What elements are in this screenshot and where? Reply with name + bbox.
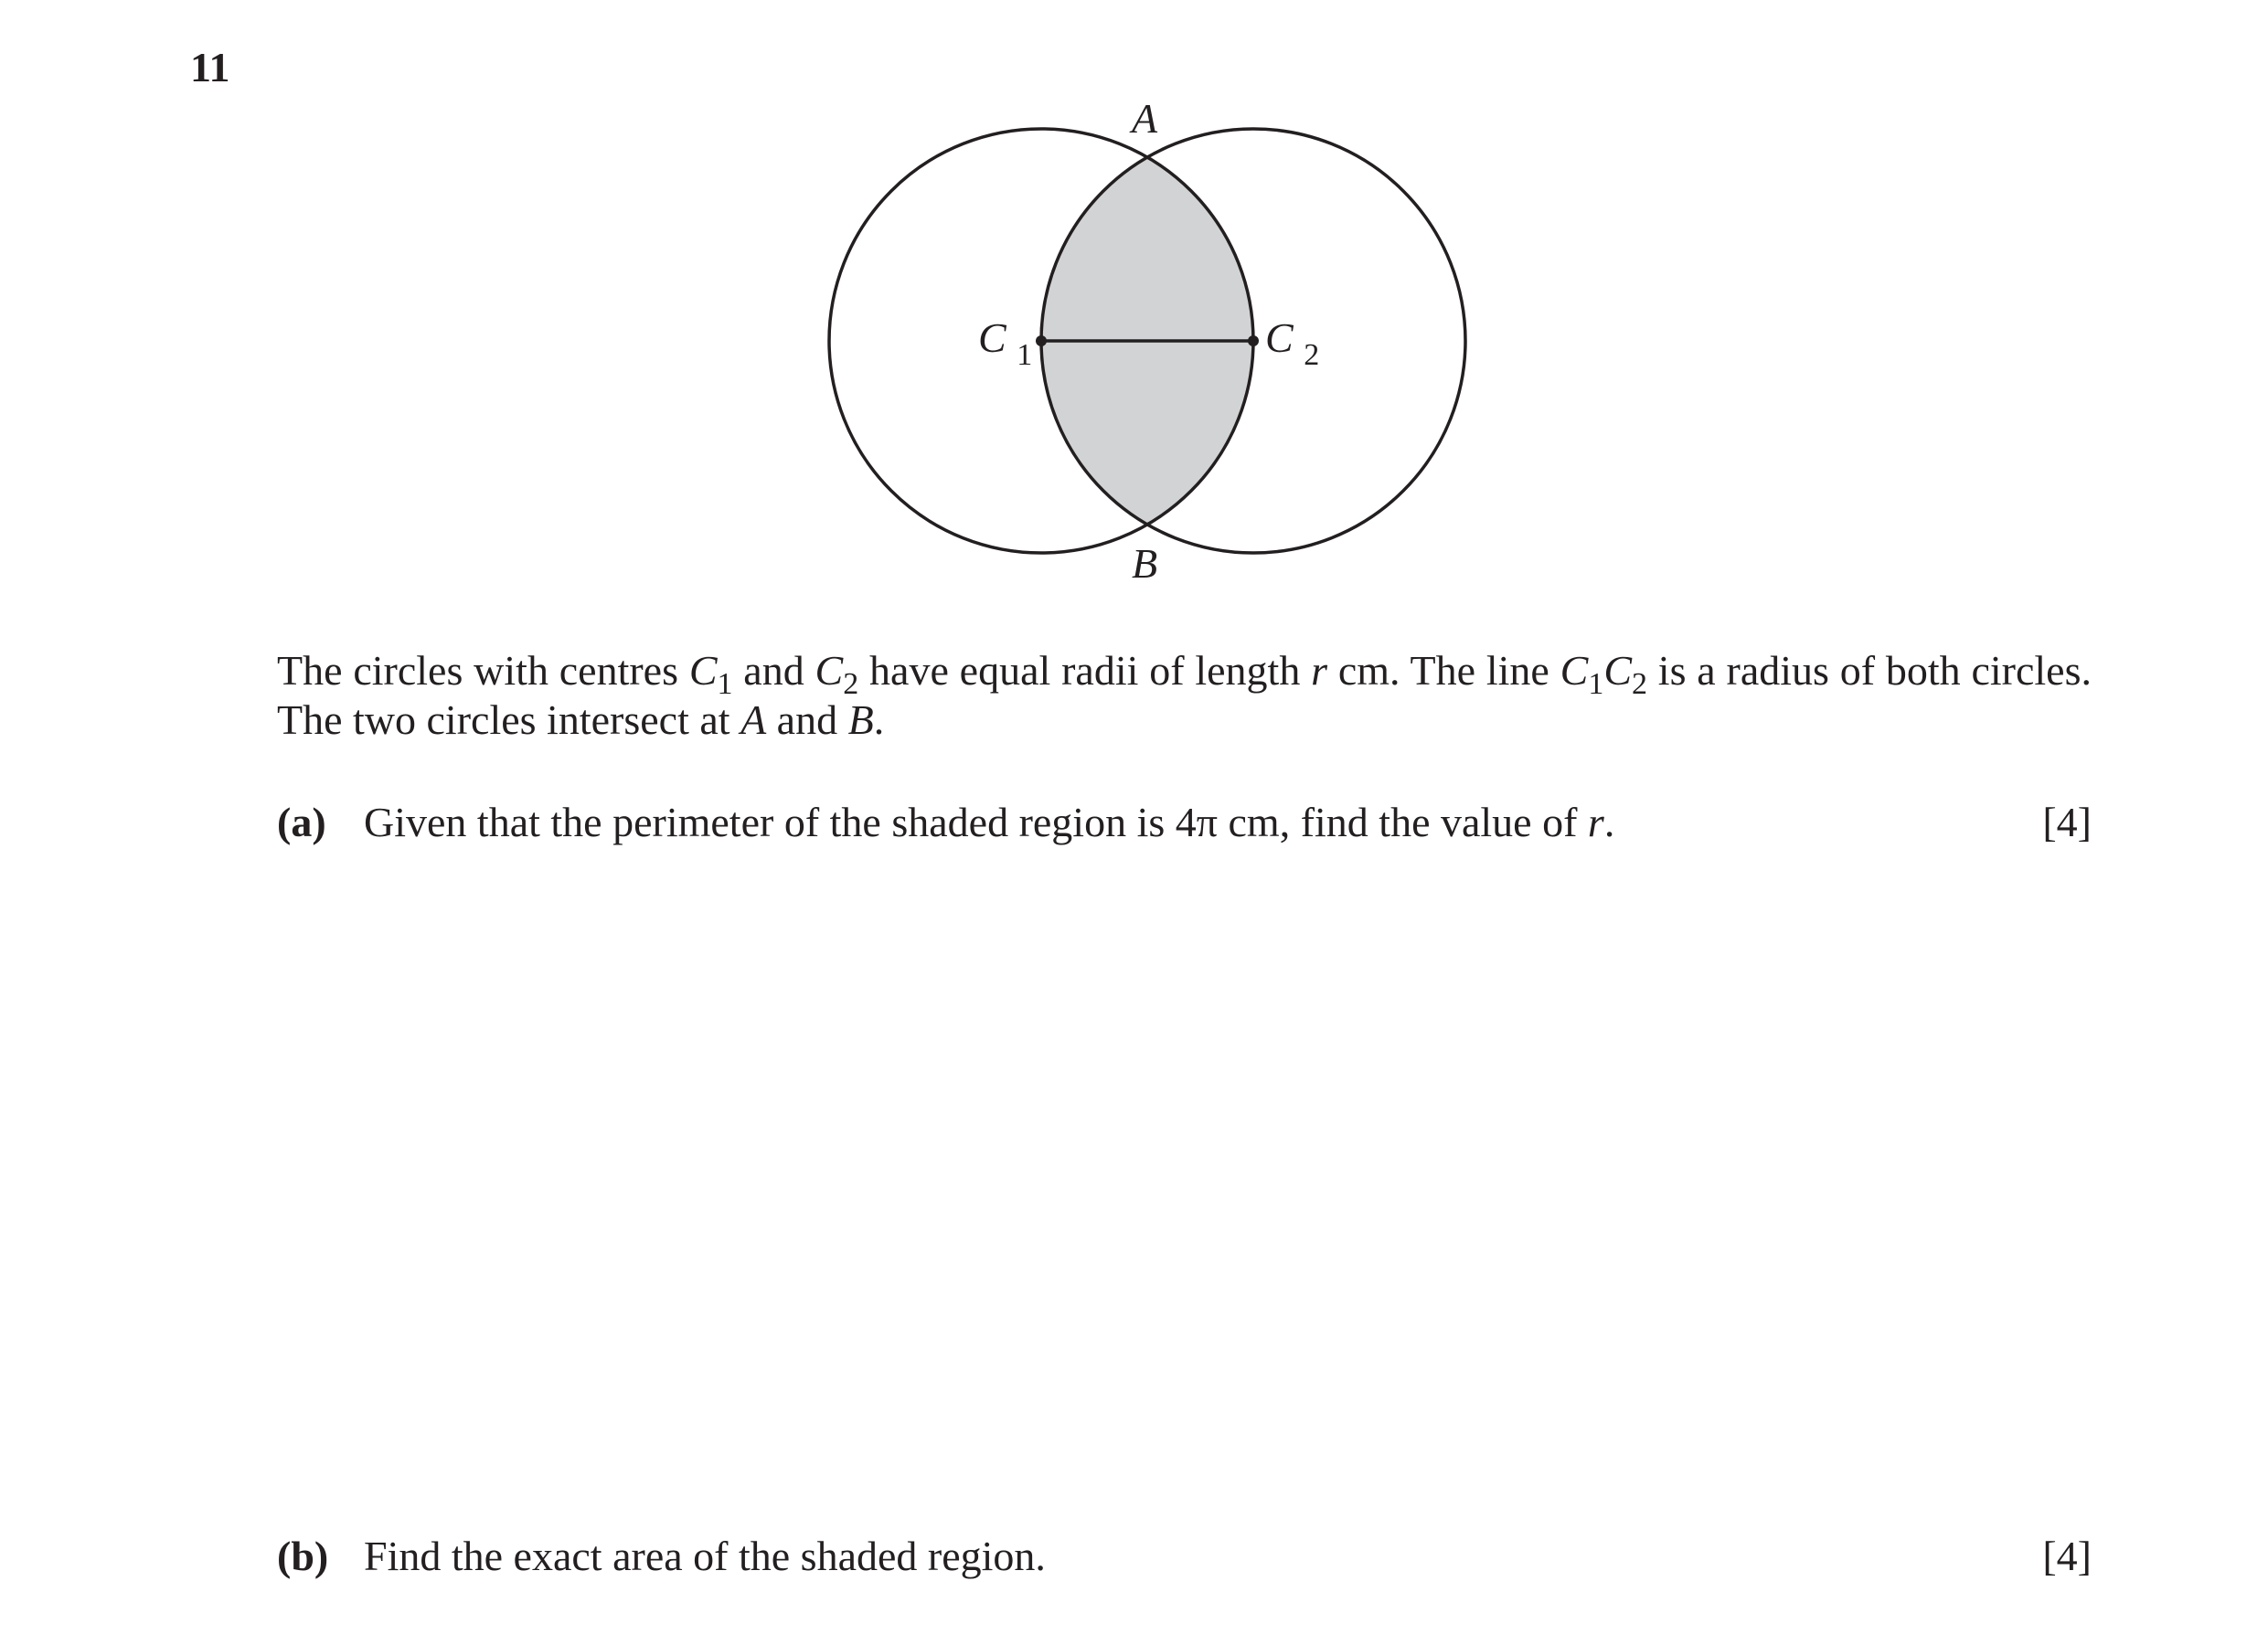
- label-c2-subscript: 2: [1304, 338, 1320, 372]
- part-b-text: Find the exact area of the shaded region.: [364, 1533, 1046, 1579]
- label-b: B: [1132, 540, 1158, 587]
- question-intro: The circles with centres $C_1$ and $C_2$ have equal radii of length r cm. The line $C_1C_2$ is a radius of both circles. The two circles intersect at A and B.: [277, 647, 2092, 743]
- label-c1-letter: C: [978, 314, 1006, 361]
- part-b-label: (b): [277, 1533, 329, 1579]
- point-c2: [1248, 335, 1259, 346]
- part-a-marks: [4]: [2042, 799, 2092, 845]
- label-c1-subscript: 1: [1017, 338, 1033, 372]
- question-number: 11: [190, 44, 230, 90]
- part-a-text: Given that the perimeter of the shaded region is 4π cm, find the value of r.: [364, 799, 1615, 845]
- part-b-marks: [4]: [2042, 1533, 2092, 1579]
- label-c2-letter: C: [1265, 314, 1294, 361]
- label-a: A: [1132, 95, 1158, 142]
- label-c1: [978, 314, 1032, 372]
- label-c2: [1265, 314, 1319, 372]
- part-a-label: (a): [277, 799, 326, 845]
- intersecting-circles-diagram: [0, 0, 2268, 640]
- point-c1: [1036, 335, 1047, 346]
